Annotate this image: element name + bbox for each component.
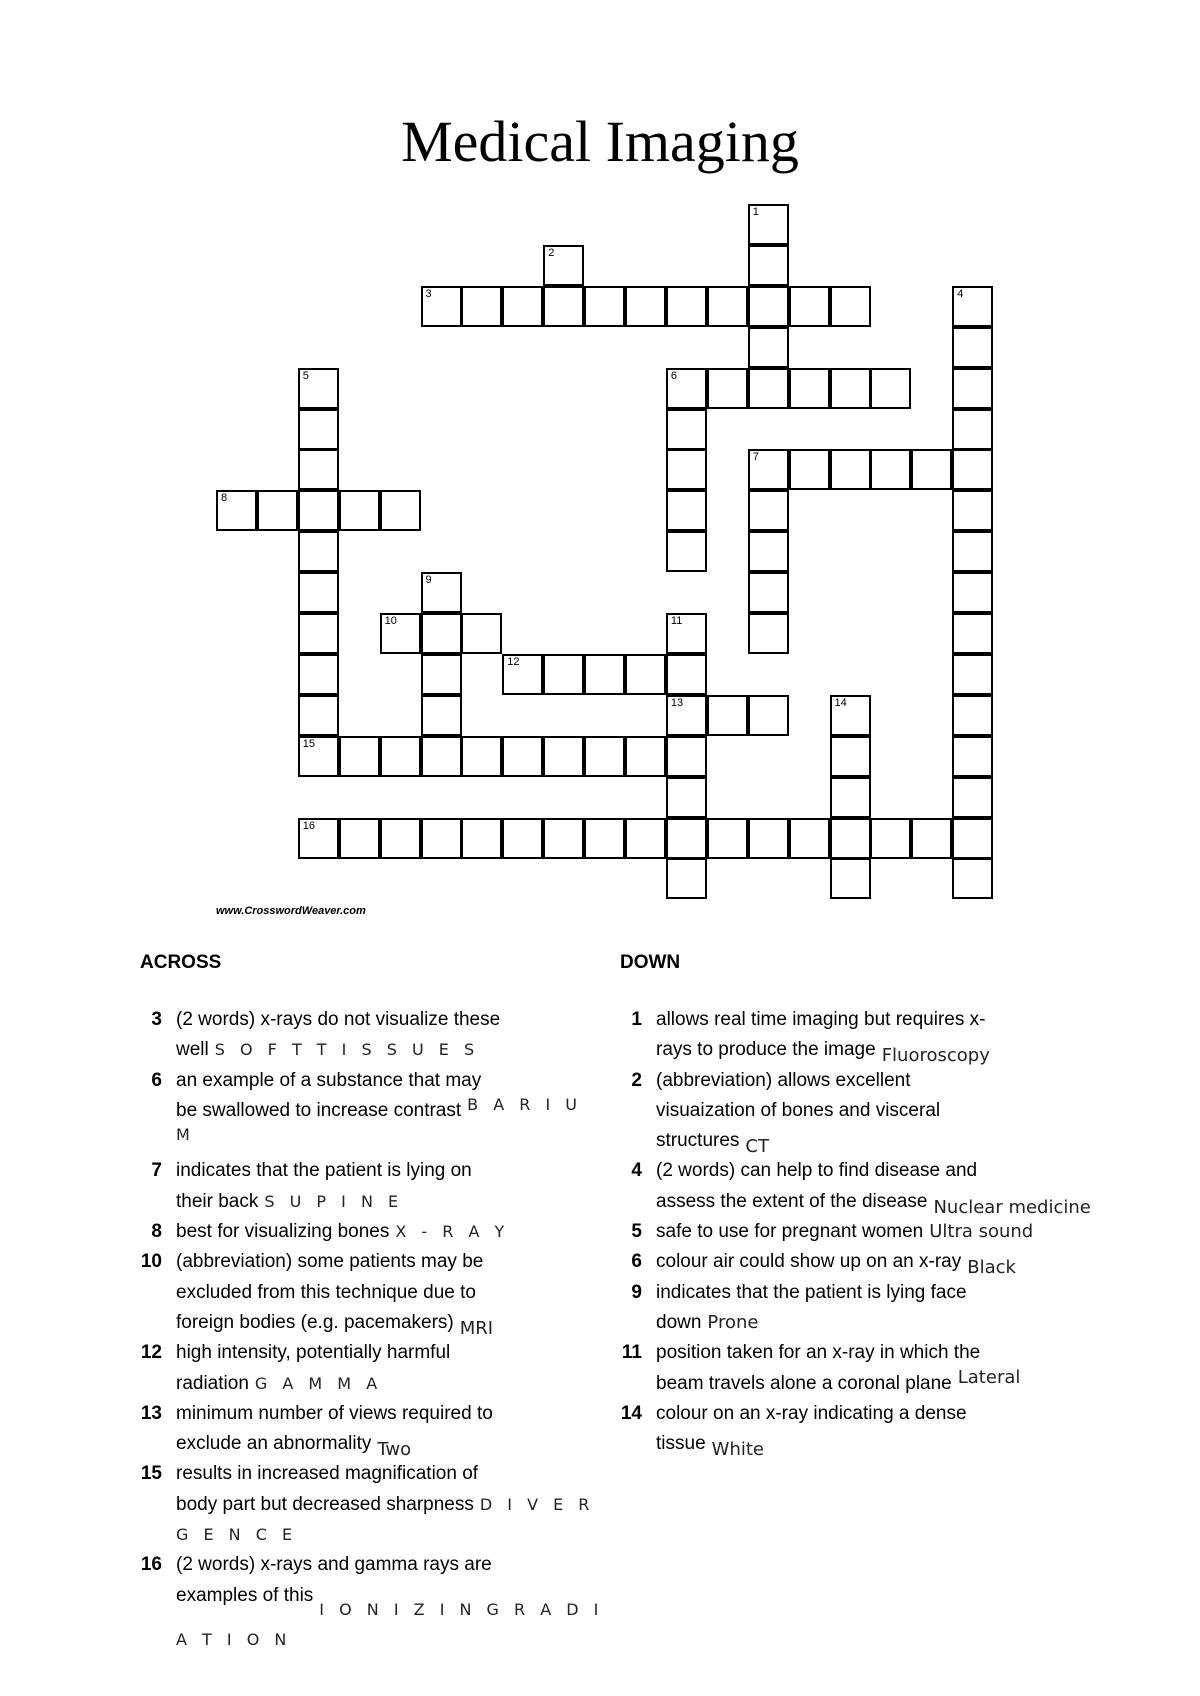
clue-text: (2 words) x-rays and gamma rays are xyxy=(176,1554,492,1576)
clue-text: be swallowed to increase contrast xyxy=(176,1099,462,1121)
down-clue-14 xyxy=(616,1399,1176,1429)
grid-cell[interactable] xyxy=(952,327,993,368)
across-heading: ACROSS xyxy=(140,952,222,973)
cell-number: 11 xyxy=(670,615,683,627)
grid-cell[interactable] xyxy=(748,818,789,859)
clue-number: 13 xyxy=(140,1402,162,1424)
grid-cell[interactable] xyxy=(380,613,421,654)
grid-cell[interactable] xyxy=(298,613,339,654)
grid-cell[interactable] xyxy=(502,286,543,327)
grid-cell[interactable] xyxy=(952,858,993,899)
grid-cell[interactable] xyxy=(952,409,993,450)
grid-cell[interactable] xyxy=(625,818,666,859)
grid-cell[interactable] xyxy=(461,736,502,777)
clue-number: 2 xyxy=(631,1069,642,1091)
grid-cell[interactable] xyxy=(830,858,871,899)
clue-number: 15 xyxy=(140,1463,162,1485)
grid-cell[interactable] xyxy=(952,490,993,531)
grid-cell[interactable] xyxy=(870,449,911,490)
clue-text: position taken for an x-ray in which the xyxy=(656,1342,981,1364)
handwritten-answer: S U P I N E xyxy=(264,1191,404,1211)
grid-cell[interactable] xyxy=(421,736,462,777)
grid-cell[interactable] xyxy=(870,368,911,409)
grid-cell[interactable] xyxy=(789,449,830,490)
clue-text: assess the extent of the disease xyxy=(656,1190,928,1212)
cell-number: 13 xyxy=(670,696,684,709)
clue-number: 9 xyxy=(631,1281,642,1303)
handwritten-answer: MRI xyxy=(459,1317,494,1339)
grid-cell[interactable] xyxy=(666,858,707,899)
grid-cell[interactable] xyxy=(830,818,871,859)
grid-cell[interactable] xyxy=(830,736,871,777)
clue-text: indicates that the patient is lying face xyxy=(656,1281,967,1303)
handwritten-answer: Ultra sound xyxy=(929,1221,1034,1243)
handwritten-answer: Nuclear medicine xyxy=(933,1196,1091,1218)
handwritten-answer: Prone xyxy=(707,1311,759,1333)
cell-number: 2 xyxy=(548,246,555,259)
grid-cell[interactable] xyxy=(952,286,993,327)
grid-cell[interactable] xyxy=(380,490,421,531)
grid-cell[interactable] xyxy=(666,818,707,859)
across-clue-7-cont xyxy=(136,1187,606,1217)
grid-cell[interactable] xyxy=(952,531,993,572)
grid-cell[interactable] xyxy=(789,286,830,327)
handwritten-answer: Fluoroscopy xyxy=(881,1045,990,1067)
grid-cell[interactable] xyxy=(380,818,421,859)
clue-text: exclude an abnormality xyxy=(176,1433,372,1455)
cell-number: 1 xyxy=(752,206,759,218)
down-clue-9-cont xyxy=(616,1308,1176,1338)
grid-cell[interactable] xyxy=(257,490,298,531)
across-clue-3 xyxy=(136,1005,606,1035)
grid-cell[interactable] xyxy=(461,613,502,654)
grid-cell[interactable] xyxy=(543,286,584,327)
clue-number: 6 xyxy=(631,1251,642,1273)
down-clue-11-cont xyxy=(616,1366,1176,1399)
down-clue-4 xyxy=(616,1156,1176,1186)
grid-cell[interactable] xyxy=(748,286,789,327)
grid-cell[interactable] xyxy=(952,818,993,859)
grid-cell[interactable] xyxy=(911,818,952,859)
cell-number: 5 xyxy=(302,369,309,382)
handwritten-answer: X - R A Y xyxy=(395,1222,510,1242)
clue-text: body part but decreased sharpness xyxy=(176,1493,474,1515)
grid-cell[interactable] xyxy=(707,695,748,736)
across-clue-list xyxy=(136,1005,606,1649)
grid-cell[interactable] xyxy=(421,613,462,654)
cell-number: 8 xyxy=(221,492,228,505)
clue-number: 10 xyxy=(140,1251,162,1273)
grid-cell[interactable] xyxy=(298,531,339,572)
clue-number: 7 xyxy=(151,1160,162,1182)
grid-cell[interactable] xyxy=(952,654,993,695)
grid-cell[interactable] xyxy=(748,572,789,613)
clue-text: examples of this xyxy=(176,1584,314,1606)
credit-text: www.CrosswordWeaver.com xyxy=(216,905,366,917)
grid-cell[interactable] xyxy=(666,654,707,695)
down-clue-1 xyxy=(616,1005,1176,1035)
clue-text: colour air could show up on an x-ray xyxy=(656,1251,962,1273)
across-clue-6-cont xyxy=(136,1096,606,1157)
handwritten-answer: G A M M A xyxy=(254,1373,383,1393)
grid-cell[interactable] xyxy=(748,613,789,654)
grid-cell[interactable] xyxy=(421,654,462,695)
grid-cell[interactable] xyxy=(625,286,666,327)
grid-cell[interactable] xyxy=(216,490,257,531)
cell-number: 12 xyxy=(507,655,520,668)
down-clue-1-cont xyxy=(616,1035,1176,1065)
grid-cell[interactable] xyxy=(830,286,871,327)
grid-cell[interactable] xyxy=(789,818,830,859)
handwritten-answer: I O N I Z I N G R A D I A T I O N xyxy=(176,1599,604,1649)
grid-cell[interactable] xyxy=(830,449,871,490)
clue-number: 11 xyxy=(621,1342,642,1364)
clue-text: high intensity, potentially harmful xyxy=(176,1342,451,1364)
grid-cell[interactable] xyxy=(298,654,339,695)
grid-cell[interactable] xyxy=(543,654,584,695)
grid-cell[interactable] xyxy=(380,736,421,777)
across-clue-12 xyxy=(136,1338,606,1368)
cell-number: 3 xyxy=(425,287,432,300)
across-clue-16 xyxy=(136,1550,606,1580)
clue-text: down xyxy=(656,1311,702,1333)
grid-cell[interactable] xyxy=(870,818,911,859)
grid-cell[interactable] xyxy=(298,368,339,409)
grid-cell[interactable] xyxy=(830,695,871,736)
grid-cell[interactable] xyxy=(543,245,584,286)
grid-cell[interactable] xyxy=(952,777,993,818)
grid-cell[interactable] xyxy=(707,286,748,327)
cell-number: 16 xyxy=(302,819,316,832)
across-clue-3-cont xyxy=(136,1035,606,1065)
clue-text: allows real time imaging but requires x- xyxy=(656,1009,986,1030)
handwritten-answer: D I V E R G E N C E xyxy=(176,1494,595,1545)
clue-number: 14 xyxy=(620,1402,642,1424)
handwritten-answer: Two xyxy=(377,1439,412,1461)
cell-number: 6 xyxy=(670,369,678,382)
down-clue-6 xyxy=(616,1247,1176,1277)
grid-cell[interactable] xyxy=(666,695,707,736)
clue-text: (2 words) x-rays do not visualize these xyxy=(176,1009,501,1030)
clue-text: (abbreviation) some patients may be xyxy=(176,1251,484,1273)
grid-cell[interactable] xyxy=(543,736,584,777)
grid-cell[interactable] xyxy=(298,409,339,450)
grid-cell[interactable] xyxy=(707,818,748,859)
grid-cell[interactable] xyxy=(748,245,789,286)
across-clue-10-cont xyxy=(136,1278,606,1308)
handwritten-answer: Lateral xyxy=(957,1366,1021,1388)
grid-cell[interactable] xyxy=(707,368,748,409)
cell-number: 9 xyxy=(425,574,432,587)
grid-cell[interactable] xyxy=(298,572,339,613)
clue-text: visuaization of bones and visceral xyxy=(656,1099,941,1121)
clue-text: colour on an x-ray indicating a dense xyxy=(656,1402,967,1424)
down-clue-2-cont xyxy=(616,1096,1176,1126)
clue-text: indicates that the patient is lying on xyxy=(176,1160,472,1182)
clue-number: 4 xyxy=(631,1160,642,1182)
clue-text: radiation xyxy=(176,1372,249,1394)
grid-cell[interactable] xyxy=(421,572,462,613)
grid-cell[interactable] xyxy=(666,490,707,531)
clue-text: minimum number of views required to xyxy=(176,1402,493,1424)
grid-cell[interactable] xyxy=(461,818,502,859)
grid-cell[interactable] xyxy=(952,736,993,777)
cell-number: 14 xyxy=(834,696,847,709)
across-clue-10 xyxy=(136,1247,606,1277)
grid-cell[interactable] xyxy=(748,368,789,409)
across-clue-10-cont xyxy=(136,1308,606,1338)
handwritten-answer: CT xyxy=(745,1136,769,1158)
clue-number: 6 xyxy=(151,1069,162,1091)
grid-cell[interactable] xyxy=(625,654,666,695)
across-clue-15-cont xyxy=(136,1490,606,1551)
down-clue-9 xyxy=(616,1278,1176,1308)
grid-cell[interactable] xyxy=(502,818,543,859)
clue-number: 1 xyxy=(631,1009,642,1030)
clue-text: structures xyxy=(656,1130,740,1152)
grid-cell[interactable] xyxy=(502,654,543,695)
grid-cell[interactable] xyxy=(421,286,462,327)
across-clue-12-cont xyxy=(136,1369,606,1399)
cell-number: 4 xyxy=(957,287,964,300)
grid-cell[interactable] xyxy=(666,777,707,818)
down-clue-14-cont xyxy=(616,1429,1176,1459)
clue-text: beam travels alone a coronal plane xyxy=(656,1372,952,1394)
clue-number: 3 xyxy=(151,1009,162,1030)
grid-cell[interactable] xyxy=(666,368,707,409)
grid-cell[interactable] xyxy=(339,490,380,531)
grid-cell[interactable] xyxy=(748,531,789,572)
clue-number: 16 xyxy=(140,1554,162,1576)
down-clue-2-cont xyxy=(616,1126,1176,1156)
grid-cell[interactable] xyxy=(502,736,543,777)
down-clue-11 xyxy=(616,1338,1176,1368)
grid-cell[interactable] xyxy=(666,531,707,572)
grid-cell[interactable] xyxy=(666,613,707,654)
grid-cell[interactable] xyxy=(543,818,584,859)
grid-cell[interactable] xyxy=(952,695,993,736)
grid-cell[interactable] xyxy=(298,449,339,490)
page-title: Medical Imaging xyxy=(401,109,799,174)
clue-text: (abbreviation) allows excellent xyxy=(656,1069,911,1091)
cell-number: 15 xyxy=(302,737,316,750)
clue-text: tissue xyxy=(656,1433,706,1455)
grid-cell[interactable] xyxy=(298,695,339,736)
grid-cell[interactable] xyxy=(584,818,625,859)
handwritten-answer: S O F T T I S S U E S xyxy=(214,1040,480,1060)
grid-cell[interactable] xyxy=(830,368,871,409)
across-clue-7 xyxy=(136,1156,606,1186)
grid-cell[interactable] xyxy=(789,368,830,409)
across-clue-6 xyxy=(136,1066,606,1096)
down-clue-2 xyxy=(616,1066,1176,1096)
across-clue-16-cont xyxy=(136,1581,606,1649)
clue-number: 12 xyxy=(140,1342,162,1364)
grid-cell[interactable] xyxy=(584,736,625,777)
clue-text: (2 words) can help to find disease and xyxy=(656,1160,978,1182)
grid-cell[interactable] xyxy=(748,449,789,490)
grid-cell[interactable] xyxy=(952,572,993,613)
grid-cell[interactable] xyxy=(339,818,380,859)
clue-text: excluded from this technique due to xyxy=(176,1281,476,1303)
grid-cell[interactable] xyxy=(748,204,789,245)
handwritten-answer: B A R I U M xyxy=(176,1094,582,1145)
clue-text: safe to use for pregnant women xyxy=(656,1221,924,1243)
grid-cell[interactable] xyxy=(952,368,993,409)
down-clue-5 xyxy=(616,1217,1176,1247)
clue-number: 8 xyxy=(151,1221,162,1243)
clue-text: an example of a substance that may xyxy=(176,1069,482,1091)
grid-cell[interactable] xyxy=(666,286,707,327)
clue-text: foreign bodies (e.g. pacemakers) xyxy=(176,1311,454,1333)
grid-cell[interactable] xyxy=(584,286,625,327)
grid-cell[interactable] xyxy=(421,695,462,736)
cell-number: 10 xyxy=(384,615,397,627)
clue-text: best for visualizing bones xyxy=(176,1221,390,1243)
grid-cell[interactable] xyxy=(830,777,871,818)
cell-number: 7 xyxy=(752,451,759,464)
handwritten-answer: White xyxy=(711,1439,764,1461)
grid-cell[interactable] xyxy=(952,613,993,654)
down-heading: DOWN xyxy=(620,952,681,973)
across-clue-13 xyxy=(136,1399,606,1429)
across-clue-8 xyxy=(136,1217,606,1247)
grid-cell[interactable] xyxy=(748,490,789,531)
grid-cell[interactable] xyxy=(625,736,666,777)
grid-cell[interactable] xyxy=(952,449,993,490)
grid-cell[interactable] xyxy=(298,736,339,777)
down-clue-list xyxy=(616,1005,1176,1459)
grid-cell[interactable] xyxy=(339,736,380,777)
clue-text: well xyxy=(176,1039,209,1061)
clue-text: their back xyxy=(176,1190,259,1212)
grid-cell[interactable] xyxy=(298,490,339,531)
grid-cell[interactable] xyxy=(748,327,789,368)
handwritten-answer: Black xyxy=(967,1257,1016,1279)
clue-number: 5 xyxy=(631,1221,642,1243)
clue-text: rays to produce the image xyxy=(656,1039,876,1061)
grid-cell[interactable] xyxy=(911,449,952,490)
grid-cell[interactable] xyxy=(666,409,707,450)
grid-cell[interactable] xyxy=(666,449,707,490)
grid-cell[interactable] xyxy=(461,286,502,327)
across-clue-13-cont xyxy=(136,1429,606,1459)
grid-cell[interactable] xyxy=(748,695,789,736)
across-clue-15 xyxy=(136,1459,606,1489)
grid-cell[interactable] xyxy=(298,818,339,859)
grid-cell[interactable] xyxy=(421,818,462,859)
clue-text: results in increased magnification of xyxy=(176,1463,479,1485)
down-clue-4-cont xyxy=(616,1187,1176,1217)
grid-cell[interactable] xyxy=(666,736,707,777)
grid-cell[interactable] xyxy=(584,654,625,695)
